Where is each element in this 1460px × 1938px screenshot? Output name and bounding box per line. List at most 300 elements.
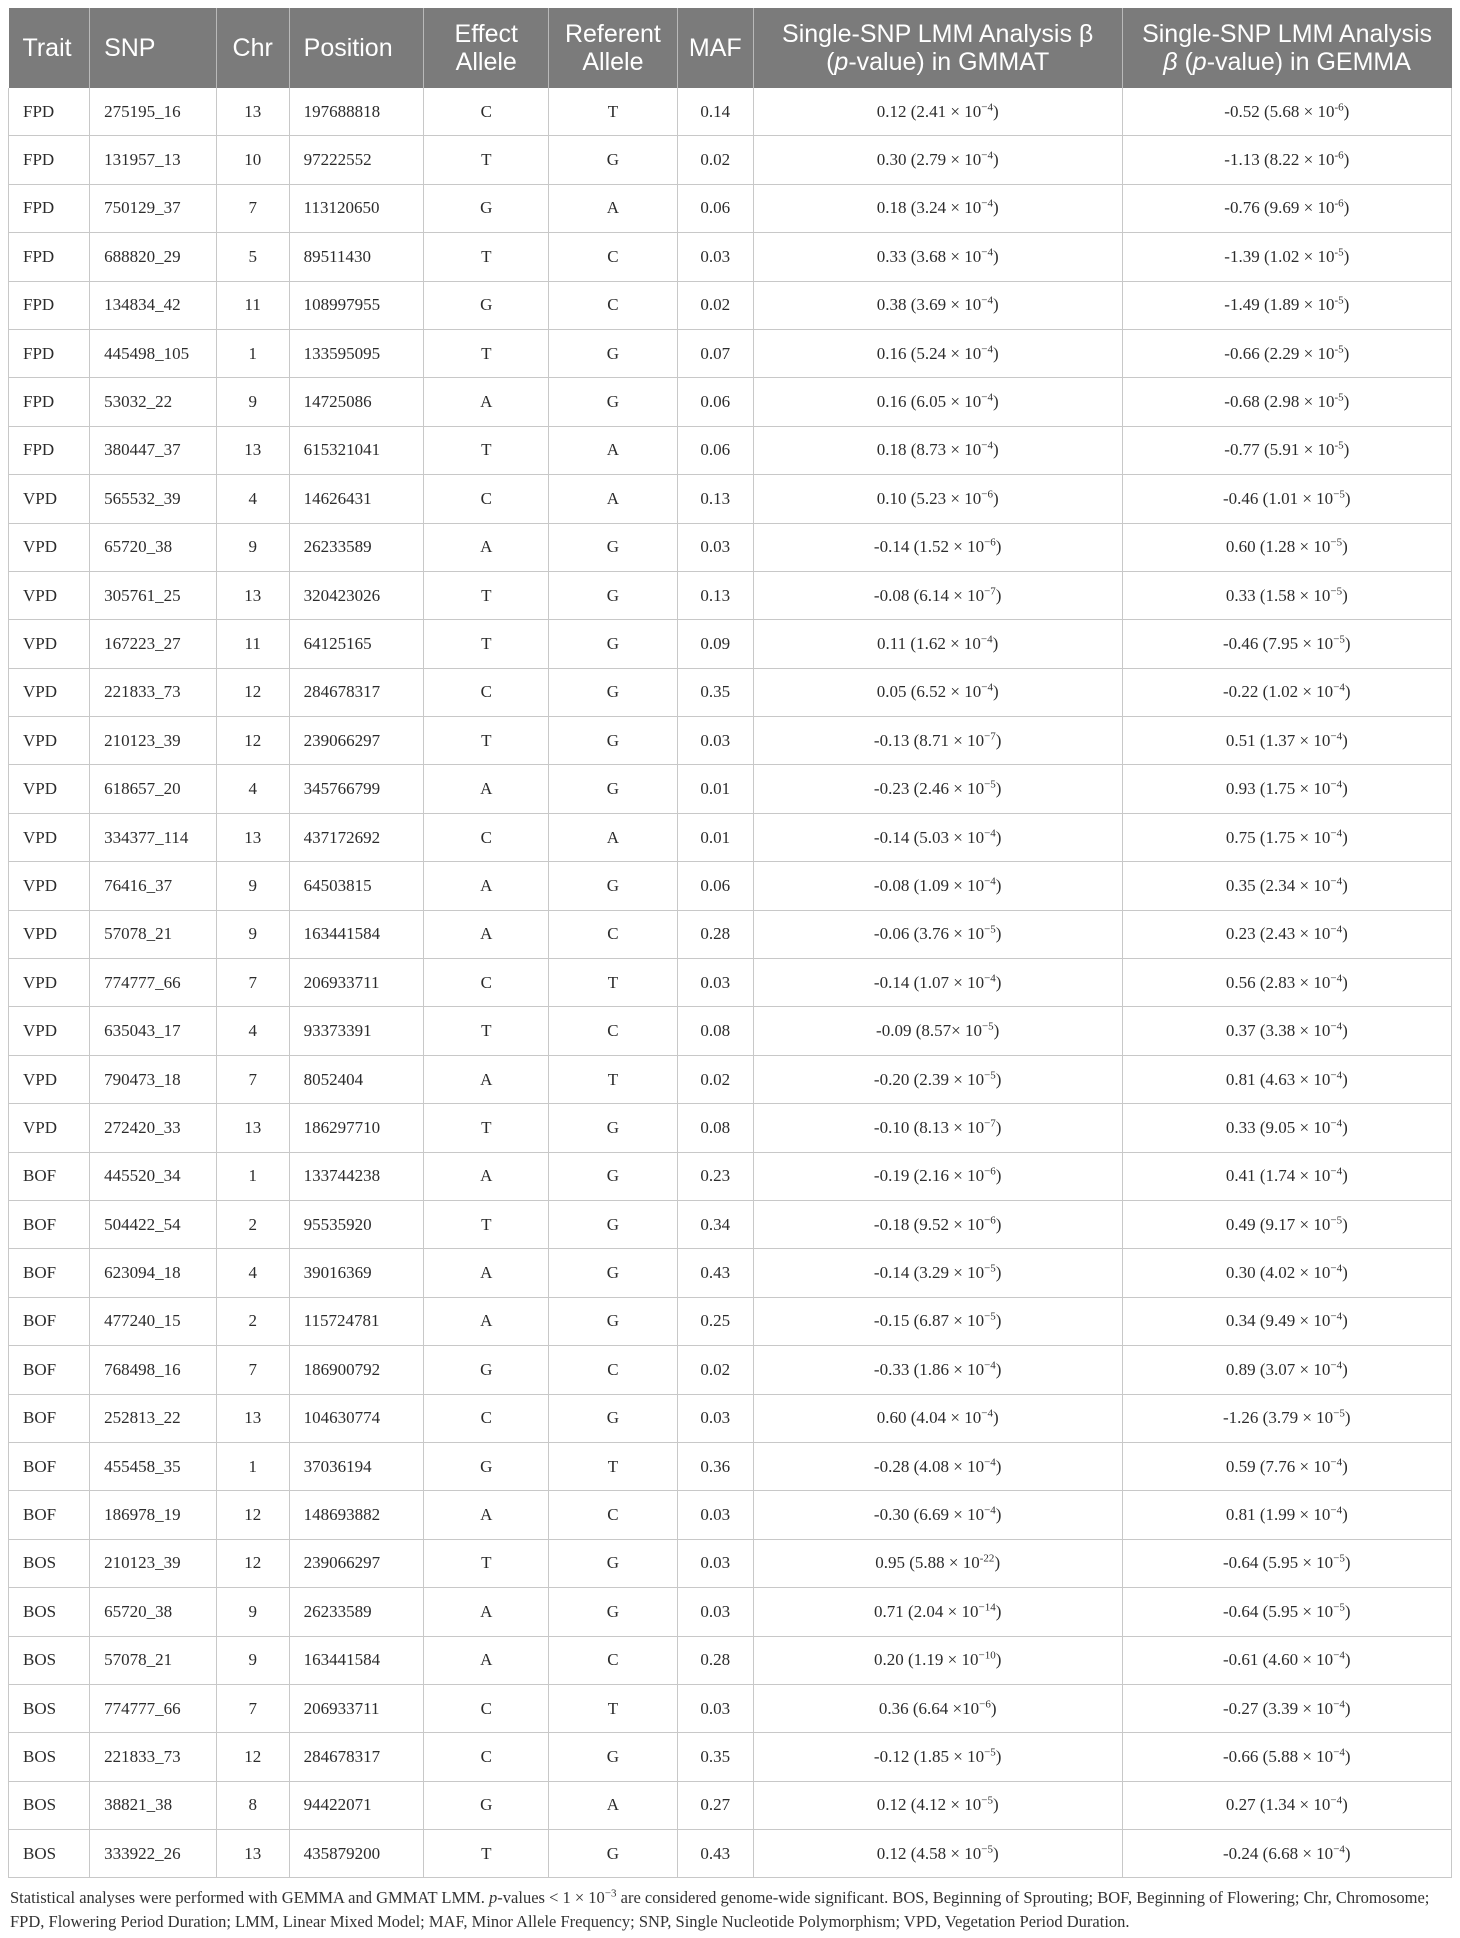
- cell-gmmat-value: 0.16 (6.05 × 10: [876, 392, 982, 412]
- cell-gmmat-value: 0.18 (8.73 × 10: [876, 440, 982, 460]
- cell-effect-allele: T: [424, 717, 549, 765]
- cell-maf: 0.01: [677, 813, 753, 861]
- cell-snp: 221833_73: [90, 668, 217, 716]
- cell-gemma-close-paren: ): [1342, 779, 1348, 799]
- cell-snp: 635043_17: [90, 1007, 217, 1055]
- cell-gmmat-exponent: −5: [981, 1020, 994, 1033]
- cell-position: 320423026: [289, 571, 424, 619]
- cell-gemma: [1122, 329, 1451, 377]
- cell-gmmat: [753, 233, 1122, 281]
- cell-snp: 53032_22: [90, 378, 217, 426]
- cell-gmmat: [753, 717, 1122, 765]
- cell-gemma-exponent: -5: [1334, 391, 1344, 404]
- cell-maf: 0.03: [677, 523, 753, 571]
- cell-gemma-exponent: −5: [1333, 1407, 1345, 1420]
- cell-position: 186297710: [289, 1104, 424, 1152]
- cell-referent-allele: G: [549, 571, 678, 619]
- header-chr: Chr: [216, 8, 289, 88]
- cell-gemma-exponent: −4: [1333, 1649, 1345, 1662]
- cell-gemma-value: 0.35 (2.34 × 10: [1225, 875, 1331, 895]
- cell-snp: 477240_15: [90, 1297, 217, 1345]
- cell-snp: 210123_39: [90, 1539, 217, 1587]
- table-row: [9, 959, 1452, 1007]
- cell-gmmat-value: -0.19 (2.16 × 10: [873, 1166, 985, 1186]
- cell-effect-allele: C: [424, 959, 549, 1007]
- cell-referent-allele: G: [549, 1588, 678, 1636]
- cell-gemma-close-paren: ): [1342, 827, 1348, 847]
- cell-effect-allele: A: [424, 378, 549, 426]
- cell-position: 64503815: [289, 862, 424, 910]
- cell-gmmat-value: -0.28 (4.08 × 10: [873, 1456, 985, 1476]
- header-referent-allele: Referent Allele: [549, 8, 678, 88]
- cell-referent-allele: G: [549, 862, 678, 910]
- cell-gemma-close-paren: ): [1343, 343, 1350, 363]
- cell-effect-allele: A: [424, 910, 549, 958]
- cell-gemma-exponent: −5: [1330, 536, 1343, 549]
- cell-effect-allele: T: [424, 1007, 549, 1055]
- cell-referent-allele: C: [549, 281, 678, 329]
- cell-effect-allele: A: [424, 1152, 549, 1200]
- header-gmmat-p: p: [834, 48, 849, 76]
- cell-referent-allele: G: [549, 1200, 678, 1248]
- cell-gmmat-value: 0.38 (3.69 × 10: [876, 295, 982, 315]
- cell-gmmat: [753, 136, 1122, 184]
- cell-gmmat-close-paren: ): [995, 1263, 1002, 1283]
- table-row: [9, 813, 1452, 861]
- cell-gmmat-close-paren: ): [995, 730, 1002, 750]
- cell-gmmat-value: -0.08 (1.09 × 10: [873, 875, 985, 895]
- cell-referent-allele: C: [549, 1491, 678, 1539]
- table-row: [9, 1104, 1452, 1152]
- cell-chr: 9: [216, 1636, 289, 1684]
- cell-position: 95535920: [289, 1200, 424, 1248]
- table-row: [9, 1442, 1452, 1490]
- cell-chr: 2: [216, 1297, 289, 1345]
- cell-gemma-close-paren: ): [1343, 295, 1350, 315]
- cell-maf: 0.28: [677, 1636, 753, 1684]
- cell-gmmat-close-paren: ): [992, 440, 999, 460]
- cell-gemma-value: 0.33 (9.05 × 10: [1225, 1117, 1331, 1137]
- cell-trait: BOF: [9, 1491, 90, 1539]
- cell-gemma-value: 0.37 (3.38 × 10: [1225, 1021, 1331, 1041]
- table-row: [9, 1684, 1452, 1732]
- cell-gemma-exponent: −4: [1330, 1262, 1343, 1275]
- cell-snp: 57078_21: [90, 1636, 217, 1684]
- cell-gmmat-exponent: −10: [978, 1649, 996, 1662]
- cell-gemma: [1122, 620, 1451, 668]
- cell-snp: 221833_73: [90, 1733, 217, 1781]
- cell-gmmat: [753, 475, 1122, 523]
- cell-referent-allele: G: [549, 1104, 678, 1152]
- cell-maf: 0.13: [677, 475, 753, 523]
- cell-trait: VPD: [9, 717, 90, 765]
- cell-referent-allele: G: [549, 136, 678, 184]
- cell-gemma-value: 0.51 (1.37 × 10: [1225, 730, 1331, 750]
- table-row: [9, 1394, 1452, 1442]
- cell-snp: 272420_33: [90, 1104, 217, 1152]
- cell-gmmat-exponent: −4: [981, 101, 993, 114]
- footnote-p-text: -values < 1 × 10: [497, 1888, 605, 1908]
- cell-chr: 13: [216, 426, 289, 474]
- cell-gemma-value: 0.56 (2.83 × 10: [1225, 972, 1331, 992]
- cell-gmmat: [753, 1297, 1122, 1345]
- cell-gmmat-value: 0.30 (2.79 × 10: [876, 150, 982, 170]
- cell-maf: 0.28: [677, 910, 753, 958]
- table-row: [9, 1491, 1452, 1539]
- cell-maf: 0.03: [677, 959, 753, 1007]
- cell-gmmat: [753, 184, 1122, 232]
- cell-gemma-close-paren: ): [1342, 1166, 1348, 1186]
- cell-gmmat-exponent: −6: [981, 488, 993, 501]
- cell-trait: BOF: [9, 1346, 90, 1394]
- cell-gmmat-exponent: −4: [981, 681, 993, 694]
- cell-snp: 38821_38: [90, 1781, 217, 1829]
- cell-position: 186900792: [289, 1346, 424, 1394]
- cell-chr: 11: [216, 620, 289, 668]
- cell-gmmat-value: -0.14 (1.07 × 10: [873, 972, 985, 992]
- cell-chr: 9: [216, 862, 289, 910]
- cell-maf: 0.07: [677, 329, 753, 377]
- cell-gemma: [1122, 184, 1451, 232]
- cell-effect-allele: C: [424, 1394, 549, 1442]
- cell-referent-allele: G: [549, 378, 678, 426]
- cell-position: 104630774: [289, 1394, 424, 1442]
- cell-gemma-exponent: −4: [1330, 972, 1343, 985]
- cell-gemma: [1122, 1684, 1451, 1732]
- cell-gemma-exponent: −4: [1333, 681, 1345, 694]
- cell-trait: VPD: [9, 1007, 90, 1055]
- cell-referent-allele: G: [549, 329, 678, 377]
- cell-gemma-value: -0.46 (7.95 × 10: [1223, 633, 1334, 653]
- cell-trait: VPD: [9, 1104, 90, 1152]
- cell-gmmat: [753, 620, 1122, 668]
- cell-gemma-value: 0.34 (9.49 × 10: [1225, 1311, 1331, 1331]
- cell-gmmat-close-paren: ): [992, 1843, 999, 1863]
- cell-gmmat: [753, 571, 1122, 619]
- cell-effect-allele: A: [424, 1491, 549, 1539]
- cell-gemma-close-paren: ): [1344, 1746, 1351, 1766]
- cell-gmmat-close-paren: ): [995, 875, 1002, 895]
- cell-gemma-value: 0.30 (4.02 × 10: [1225, 1263, 1331, 1283]
- cell-gmmat-close-paren: ): [992, 1408, 999, 1428]
- cell-chr: 12: [216, 1491, 289, 1539]
- cell-gemma-exponent: −4: [1330, 875, 1343, 888]
- cell-referent-allele: G: [549, 1733, 678, 1781]
- cell-gmmat-close-paren: ): [995, 779, 1002, 799]
- cell-gmmat-close-paren: ): [992, 101, 999, 121]
- cell-trait: VPD: [9, 523, 90, 571]
- cell-gemma: [1122, 1249, 1451, 1297]
- cell-maf: 0.09: [677, 620, 753, 668]
- cell-gemma: [1122, 281, 1451, 329]
- cell-trait: VPD: [9, 813, 90, 861]
- cell-effect-allele: T: [424, 136, 549, 184]
- cell-gemma: [1122, 426, 1451, 474]
- cell-gemma-close-paren: ): [1344, 1553, 1351, 1573]
- cell-gemma-close-paren: ): [1342, 1263, 1348, 1283]
- cell-snp: 565532_39: [90, 475, 217, 523]
- cell-snp: 134834_42: [90, 281, 217, 329]
- cell-gemma-exponent: -6: [1334, 149, 1344, 162]
- cell-chr: 13: [216, 1104, 289, 1152]
- cell-referent-allele: C: [549, 910, 678, 958]
- cell-trait: VPD: [9, 475, 90, 523]
- cell-position: 14626431: [289, 475, 424, 523]
- cell-gemma-close-paren: ): [1343, 101, 1350, 121]
- header-maf: MAF: [677, 8, 753, 88]
- cell-gemma-value: -0.22 (1.02 × 10: [1223, 682, 1334, 702]
- table-row: [9, 1055, 1452, 1103]
- cell-gemma-exponent: −5: [1333, 488, 1345, 501]
- cell-position: 435879200: [289, 1830, 424, 1878]
- cell-gmmat-value: 0.05 (6.52 × 10: [876, 682, 982, 702]
- cell-gemma: [1122, 765, 1451, 813]
- footnote-lead: Statistical analyses were performed with GEMMA and GMMAT LMM.: [10, 1888, 490, 1908]
- cell-gmmat-close-paren: ): [992, 198, 999, 218]
- cell-referent-allele: G: [549, 1394, 678, 1442]
- cell-gemma-close-paren: ): [1344, 1650, 1351, 1670]
- cell-referent-allele: C: [549, 1346, 678, 1394]
- cell-snp: 750129_37: [90, 184, 217, 232]
- cell-referent-allele: A: [549, 813, 678, 861]
- cell-trait: BOF: [9, 1297, 90, 1345]
- table-row: [9, 910, 1452, 958]
- cell-gmmat: [753, 668, 1122, 716]
- cell-snp: 688820_29: [90, 233, 217, 281]
- cell-gmmat-value: -0.30 (6.69 × 10: [873, 1505, 985, 1525]
- cell-chr: 13: [216, 1394, 289, 1442]
- cell-gmmat-exponent: −7: [984, 584, 996, 597]
- cell-gemma: [1122, 1200, 1451, 1248]
- cell-gmmat: [753, 1781, 1122, 1829]
- cell-gmmat-exponent: −4: [981, 1407, 993, 1420]
- table-row: [9, 475, 1452, 523]
- table-container: [8, 8, 1452, 1934]
- cell-gemma-value: -0.66 (5.88 × 10: [1223, 1746, 1334, 1766]
- cell-referent-allele: A: [549, 184, 678, 232]
- cell-gemma-close-paren: ): [1343, 150, 1350, 170]
- header-effect-allele: Effect Allele: [424, 8, 549, 88]
- cell-gemma-value: -0.64 (5.95 × 10: [1223, 1553, 1334, 1573]
- table-row: [9, 1249, 1452, 1297]
- cell-trait: BOS: [9, 1636, 90, 1684]
- cell-gmmat-exponent: −4: [984, 826, 996, 839]
- cell-position: 133744238: [289, 1152, 424, 1200]
- table-footnote: [8, 1886, 1450, 1934]
- cell-gmmat: [753, 1249, 1122, 1297]
- cell-gmmat-close-paren: ): [995, 827, 1002, 847]
- cell-gemma-value: 0.75 (1.75 × 10: [1225, 827, 1331, 847]
- cell-gmmat-value: 0.16 (5.24 × 10: [876, 343, 982, 363]
- table-row: [9, 1152, 1452, 1200]
- cell-gmmat: [753, 1200, 1122, 1248]
- cell-position: 93373391: [289, 1007, 424, 1055]
- cell-referent-allele: T: [549, 1055, 678, 1103]
- cell-gmmat-close-paren: ): [992, 633, 999, 653]
- table-row: [9, 233, 1452, 281]
- cell-gemma: [1122, 1781, 1451, 1829]
- table-row: [9, 184, 1452, 232]
- cell-maf: 0.08: [677, 1007, 753, 1055]
- cell-gmmat: [753, 1684, 1122, 1732]
- cell-referent-allele: A: [549, 475, 678, 523]
- cell-maf: 0.43: [677, 1249, 753, 1297]
- cell-gmmat-exponent: −5: [981, 1843, 993, 1856]
- cell-gmmat-exponent: −4: [984, 875, 996, 888]
- cell-gmmat-close-paren: ): [992, 295, 999, 315]
- cell-gemma-exponent: -5: [1334, 246, 1344, 259]
- cell-maf: 0.06: [677, 184, 753, 232]
- cell-chr: 4: [216, 1007, 289, 1055]
- cell-effect-allele: G: [424, 1346, 549, 1394]
- cell-gemma-value: 0.49 (9.17 × 10: [1225, 1214, 1331, 1234]
- cell-gemma: [1122, 959, 1451, 1007]
- cell-gemma-value: -1.49 (1.89 × 10: [1224, 295, 1335, 315]
- table-row: [9, 1636, 1452, 1684]
- cell-position: 345766799: [289, 765, 424, 813]
- table-row: [9, 1200, 1452, 1248]
- cell-snp: 623094_18: [90, 1249, 217, 1297]
- cell-effect-allele: C: [424, 88, 549, 136]
- cell-maf: 0.06: [677, 862, 753, 910]
- table-row: [9, 1346, 1452, 1394]
- cell-chr: 4: [216, 475, 289, 523]
- cell-chr: 9: [216, 523, 289, 571]
- cell-trait: BOS: [9, 1684, 90, 1732]
- cell-chr: 12: [216, 668, 289, 716]
- cell-snp: 774777_66: [90, 959, 217, 1007]
- cell-gemma: [1122, 717, 1451, 765]
- cell-position: 37036194: [289, 1442, 424, 1490]
- cell-chr: 7: [216, 1684, 289, 1732]
- cell-position: 115724781: [289, 1297, 424, 1345]
- cell-referent-allele: C: [549, 233, 678, 281]
- cell-trait: BOS: [9, 1781, 90, 1829]
- cell-gemma: [1122, 1346, 1451, 1394]
- cell-gmmat-value: 0.60 (4.04 × 10: [876, 1408, 982, 1428]
- cell-gmmat-exponent: -22: [979, 1552, 995, 1565]
- cell-gmmat-close-paren: ): [992, 488, 999, 508]
- cell-position: 14725086: [289, 378, 424, 426]
- cell-gmmat-close-paren: ): [992, 1795, 999, 1815]
- cell-gmmat-exponent: −4: [980, 633, 993, 646]
- cell-gemma-exponent: -6: [1334, 197, 1344, 210]
- cell-trait: FPD: [9, 378, 90, 426]
- cell-gmmat-exponent: −4: [984, 1455, 996, 1468]
- cell-snp: 305761_25: [90, 571, 217, 619]
- cell-maf: 0.03: [677, 1684, 753, 1732]
- cell-trait: FPD: [9, 233, 90, 281]
- cell-chr: 2: [216, 1200, 289, 1248]
- cell-gemma-exponent: −5: [1330, 584, 1343, 597]
- cell-gmmat-close-paren: ): [995, 1069, 1002, 1089]
- cell-referent-allele: G: [549, 1830, 678, 1878]
- cell-maf: 0.35: [677, 668, 753, 716]
- table-row: [9, 862, 1452, 910]
- cell-effect-allele: T: [424, 1830, 549, 1878]
- cell-gmmat-value: -0.10 (8.13 × 10: [873, 1117, 985, 1137]
- cell-effect-allele: A: [424, 862, 549, 910]
- cell-gemma-exponent: −4: [1330, 1165, 1343, 1178]
- cell-referent-allele: G: [549, 717, 678, 765]
- cell-maf: 0.25: [677, 1297, 753, 1345]
- cell-gmmat-value: 0.36 (6.64 ×10: [878, 1698, 980, 1718]
- cell-snp: 504422_54: [90, 1200, 217, 1248]
- cell-gemma-close-paren: ): [1343, 440, 1350, 460]
- header-gemma: Single-SNP LMM Analysis β (p-value) in GEMMA: [1122, 8, 1451, 88]
- cell-chr: 9: [216, 378, 289, 426]
- cell-position: 26233589: [289, 1588, 424, 1636]
- cell-position: 284678317: [289, 1733, 424, 1781]
- cell-gemma-close-paren: ): [1343, 246, 1350, 266]
- cell-snp: 275195_16: [90, 88, 217, 136]
- cell-gemma: [1122, 1152, 1451, 1200]
- header-snp: SNP: [90, 8, 217, 88]
- cell-gmmat-close-paren: ): [995, 1359, 1002, 1379]
- cell-gemma-exponent: −4: [1330, 1117, 1343, 1130]
- cell-gemma-exponent: -5: [1334, 342, 1344, 355]
- cell-gemma-exponent: −5: [1330, 1214, 1343, 1227]
- cell-chr: 5: [216, 233, 289, 281]
- cell-gmmat: [753, 378, 1122, 426]
- cell-referent-allele: T: [549, 959, 678, 1007]
- cell-trait: FPD: [9, 329, 90, 377]
- cell-gemma-close-paren: ): [1342, 1021, 1348, 1041]
- cell-snp: 57078_21: [90, 910, 217, 958]
- cell-gemma-close-paren: ): [1342, 1069, 1348, 1089]
- cell-snp: 167223_27: [90, 620, 217, 668]
- cell-maf: 0.23: [677, 1152, 753, 1200]
- table-row: [9, 1539, 1452, 1587]
- cell-gemma-exponent: −4: [1333, 1746, 1345, 1759]
- cell-gemma-close-paren: ): [1343, 198, 1350, 218]
- table-row: [9, 1830, 1452, 1878]
- cell-effect-allele: C: [424, 668, 549, 716]
- cell-gemma-value: -0.27 (3.39 × 10: [1223, 1698, 1334, 1718]
- header-row: [9, 8, 1452, 88]
- cell-position: 615321041: [289, 426, 424, 474]
- cell-gemma-close-paren: ): [1344, 633, 1351, 653]
- cell-gemma-value: -0.66 (2.29 × 10: [1224, 343, 1335, 363]
- cell-gemma-value: 0.81 (1.99 × 10: [1225, 1505, 1331, 1525]
- cell-gmmat-value: 0.12 (4.58 × 10: [876, 1843, 982, 1863]
- footnote-p-exp: −3: [604, 1887, 617, 1900]
- cell-position: 89511430: [289, 233, 424, 281]
- cell-position: 197688818: [289, 88, 424, 136]
- cell-position: 206933711: [289, 1684, 424, 1732]
- cell-gemma-close-paren: ): [1342, 1456, 1348, 1476]
- header-gmmat-suffix: -value) in GMMAT: [848, 48, 1050, 76]
- cell-gemma-close-paren: ): [1342, 875, 1348, 895]
- cell-snp: 334377_114: [90, 813, 217, 861]
- cell-gmmat-exponent: −6: [984, 1165, 996, 1178]
- cell-gmmat-close-paren: ): [992, 392, 999, 412]
- cell-gmmat-close-paren: ): [993, 1021, 1000, 1041]
- cell-gemma: [1122, 1297, 1451, 1345]
- cell-trait: FPD: [9, 184, 90, 232]
- cell-gemma-value: -1.13 (8.22 × 10: [1224, 150, 1335, 170]
- cell-gemma-close-paren: ): [1342, 1117, 1348, 1137]
- cell-gmmat-value: -0.15 (6.87 × 10: [873, 1311, 985, 1331]
- cell-gemma-close-paren: ): [1342, 1214, 1348, 1234]
- cell-trait: VPD: [9, 668, 90, 716]
- cell-gmmat: [753, 1152, 1122, 1200]
- cell-maf: 0.14: [677, 88, 753, 136]
- cell-snp: 252813_22: [90, 1394, 217, 1442]
- cell-gmmat-close-paren: ): [992, 682, 999, 702]
- cell-gmmat-close-paren: ): [995, 537, 1002, 557]
- cell-gemma: [1122, 571, 1451, 619]
